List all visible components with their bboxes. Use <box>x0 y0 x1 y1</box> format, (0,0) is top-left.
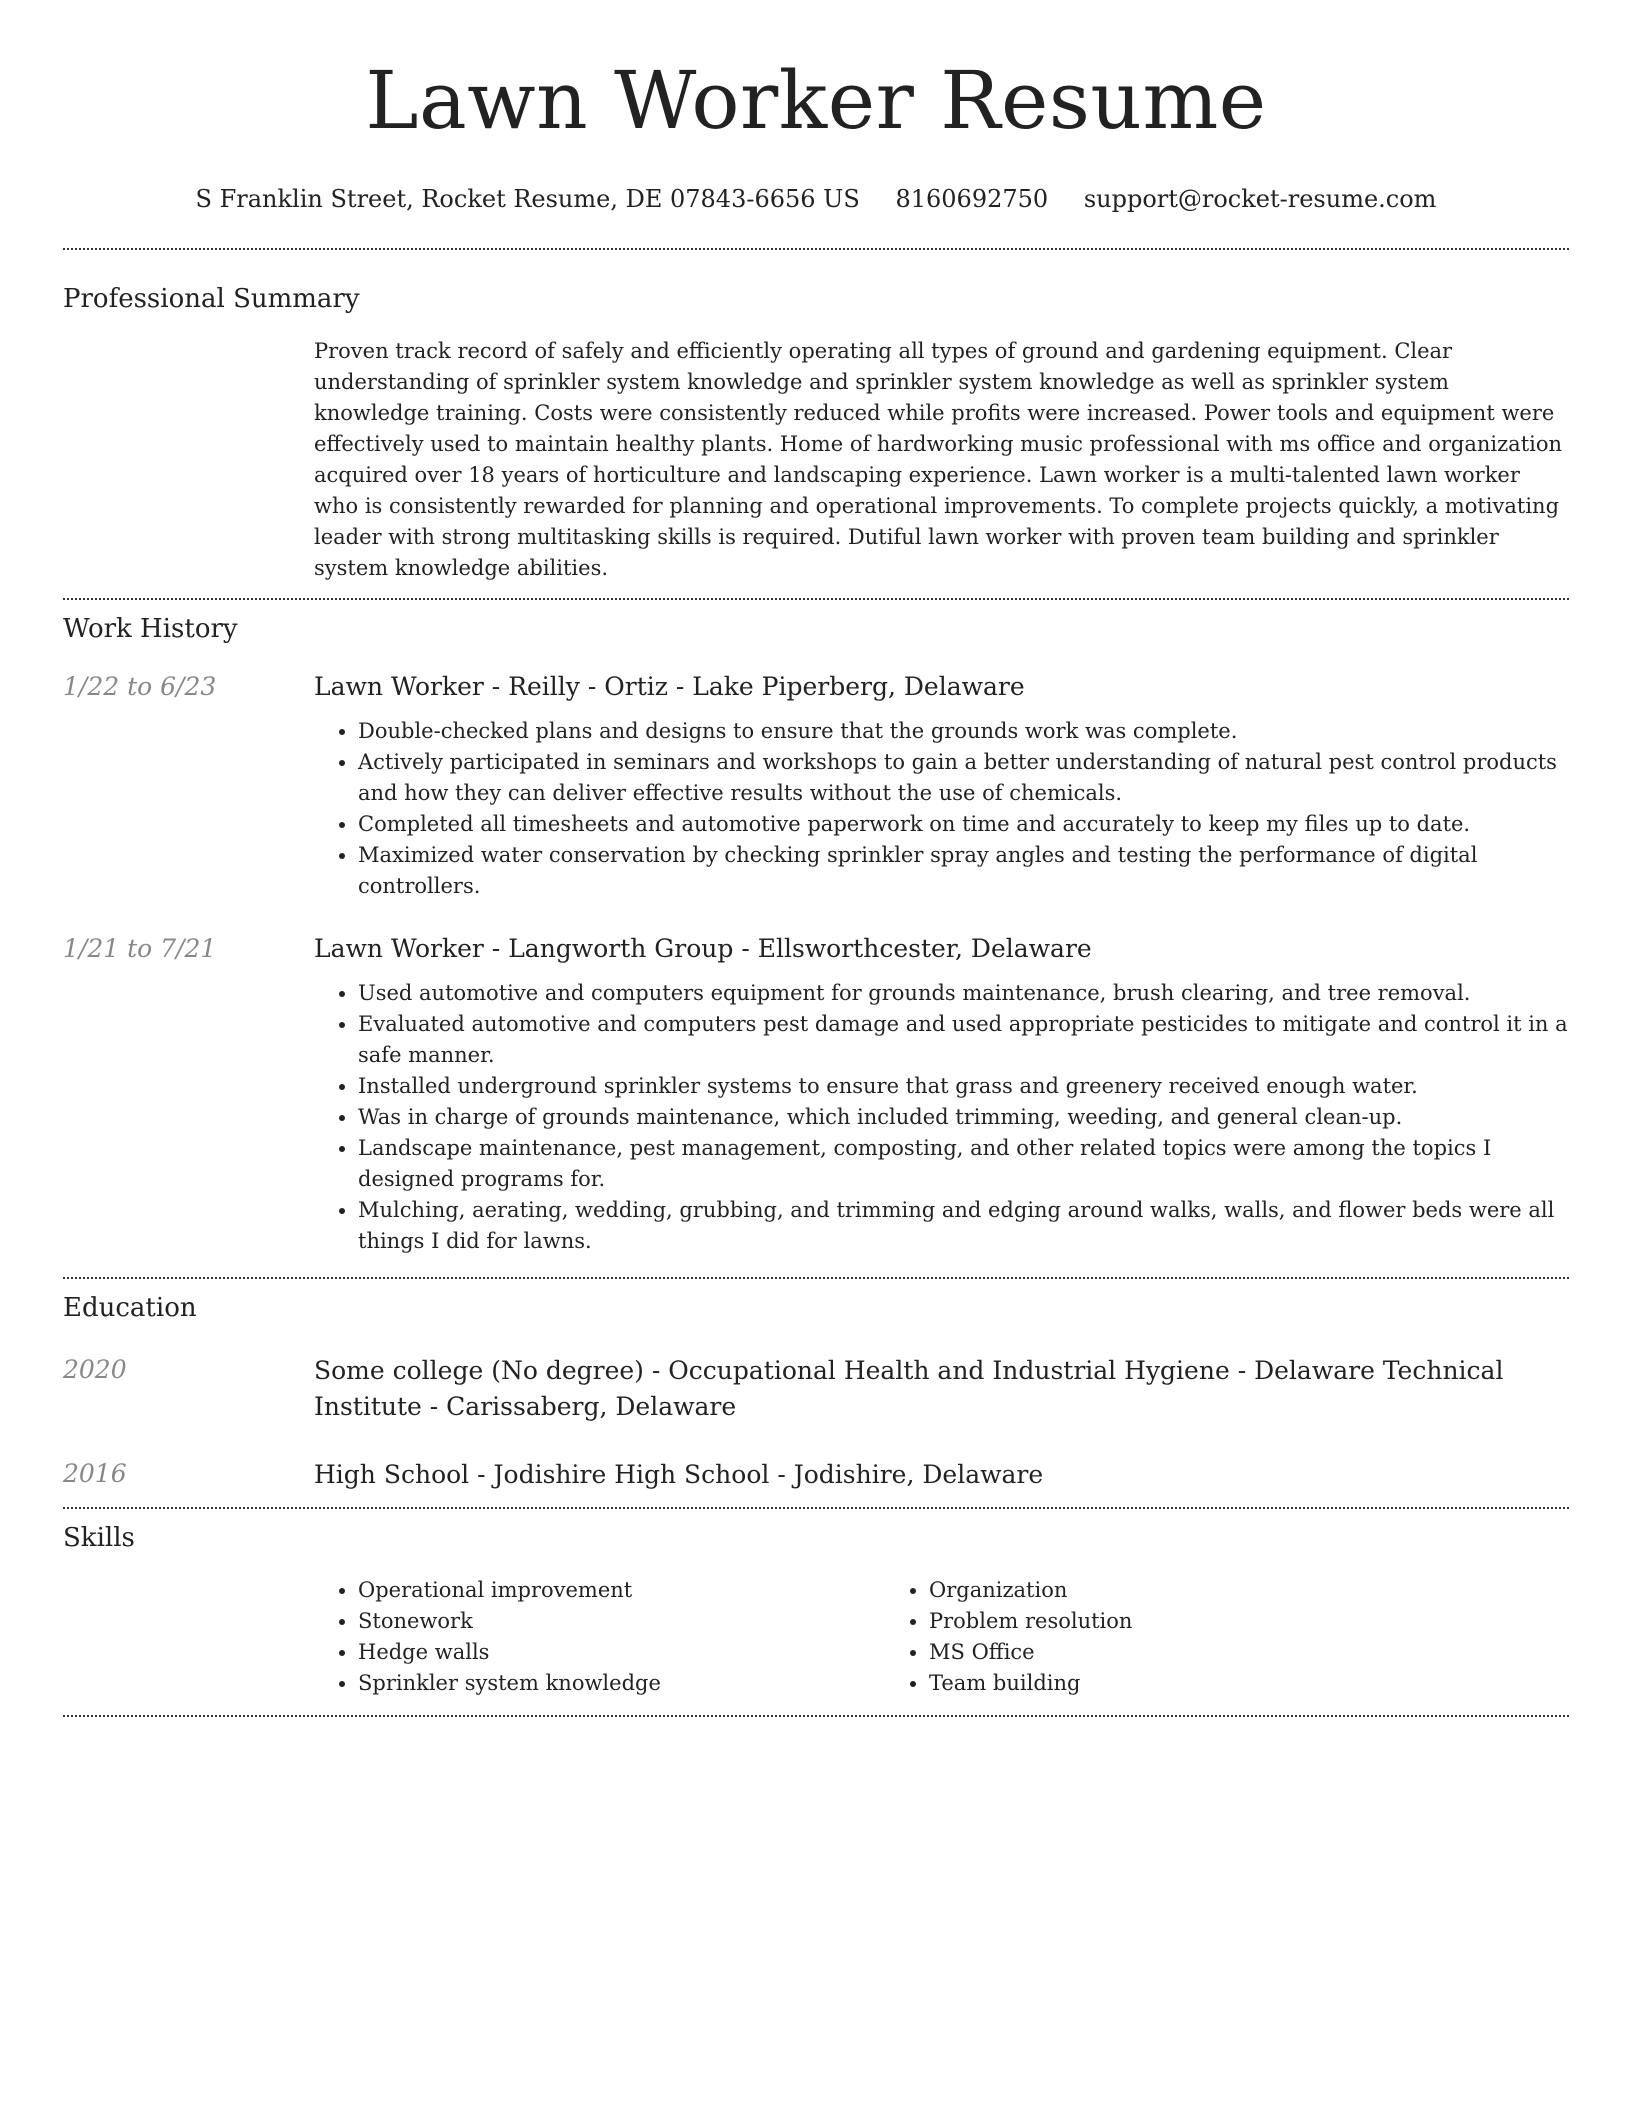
job-duties <box>314 978 1569 1257</box>
education-year: 2020 <box>63 1355 127 1384</box>
work-history-heading: Work History <box>63 614 238 644</box>
skill-item: • Sprinkler system knowledge <box>358 1668 885 1699</box>
skill-item: • Hedge walls <box>358 1637 885 1668</box>
job-title: Lawn Worker - Langworth Group - Ellsworthcester, Delaware <box>314 934 1092 963</box>
job-entry <box>63 670 1569 902</box>
resume-title: Lawn Worker Resume <box>365 54 1267 147</box>
education-degree: High School - Jodishire High School <box>314 1460 770 1489</box>
job-duty: • Double-checked plans and designs to ensure that the grounds work was complete. <box>358 716 1569 747</box>
job-duty: • Completed all timesheets and automotive paperwork on time and accurately to keep my files up to date. <box>358 809 1569 840</box>
education-entry <box>63 1353 1569 1425</box>
education-entry <box>63 1457 1569 1493</box>
skill-item: • Organization <box>929 1575 1456 1606</box>
job-duties <box>314 716 1569 902</box>
job-duty: • Used automotive and computers equipment for grounds maintenance, brush clearing, and tree removal. <box>358 978 1569 1009</box>
contact-email: support@rocket-resume.com <box>1083 185 1437 213</box>
job-duty: • Evaluated automotive and computers pest damage and used appropriate pesticides to mitigate and control it in a safe manner. <box>358 1009 1569 1071</box>
contact-line <box>63 184 1569 214</box>
skills-heading: Skills <box>63 1523 135 1553</box>
job-title: Lawn Worker - Reilly - Ortiz - Lake Piperberg, Delaware <box>314 672 1025 701</box>
skills-list-right <box>885 1575 1456 1699</box>
skills-list-left <box>314 1575 885 1699</box>
education-section <box>63 1279 1569 1493</box>
skill-item: • MS Office <box>929 1637 1456 1668</box>
skills-grid <box>314 1575 1569 1699</box>
job-duty: • Maximized water conservation by checking sprinkler spray angles and testing the performance of digital controllers. <box>358 840 1569 902</box>
skills-section <box>63 1509 1569 1699</box>
job-duty: • Installed underground sprinkler systems to ensure that grass and greenery received enough water. <box>358 1071 1569 1102</box>
summary-heading: Professional Summary <box>63 284 360 314</box>
skill-item: • Operational improvement <box>358 1575 885 1606</box>
job-duty: • Mulching, aerating, wedding, grubbing, and trimming and edging around walks, walls, and flower beds were all things I did for lawns. <box>358 1195 1569 1257</box>
job-duty: • Was in charge of grounds maintenance, which included trimming, weeding, and general clean-up. <box>358 1102 1569 1133</box>
summary-section <box>63 250 1569 584</box>
skill-item: • Team building <box>929 1668 1456 1699</box>
job-duty: • Actively participated in seminars and workshops to gain a better understanding of natural pest control products and how they can deliver effective results without the use of chemicals. <box>358 747 1569 809</box>
contact-phone: 8160692750 <box>895 185 1049 213</box>
education-year: 2016 <box>63 1459 127 1488</box>
job-entry <box>63 932 1569 1257</box>
job-dates: 1/21 to 7/21 <box>63 934 217 963</box>
skill-item: • Problem resolution <box>929 1606 1456 1637</box>
education-heading: Education <box>63 1293 197 1323</box>
summary-text: Proven track record of safely and efficiently operating all types of ground and gardening equipment. Clear understanding of sprinkler system knowledge and sprinkler system knowledge as well as sprinkler system knowledge training. Costs were consistently reduced while profits were increased. Power tools and equipment were effectively used to maintain healthy plants. Home of hardworking music professional with ms office and organization acquired over 18 years of horticulture and landscaping experience. Lawn worker is a multi-talented lawn worker who is consistently rewarded for planning and operational improvements. To complete projects quickly, a motivating leader with strong multitasking skills is required. Dutiful lawn worker with proven team building and sprinkler system knowledge abilities. <box>314 339 1563 580</box>
education-institution: - Jodishire, Delaware <box>769 1460 1044 1489</box>
education-institution: - Delaware Technical Institute - Carissaberg, Delaware <box>314 1356 1504 1421</box>
education-title <box>314 1353 1569 1425</box>
education-degree: Some college (No degree) - Occupational Health and Industrial Hygiene <box>314 1356 1230 1385</box>
contact-address: S Franklin Street, Rocket Resume, DE 07843-6656 US <box>195 185 860 213</box>
work-history-section <box>63 600 1569 1257</box>
section-divider <box>63 1715 1569 1717</box>
education-title <box>314 1457 1569 1493</box>
job-dates: 1/22 to 6/23 <box>63 672 217 701</box>
job-duty: • Landscape maintenance, pest management, composting, and other related topics were among the topics I designed programs for. <box>358 1133 1569 1195</box>
skill-item: • Stonework <box>358 1606 885 1637</box>
